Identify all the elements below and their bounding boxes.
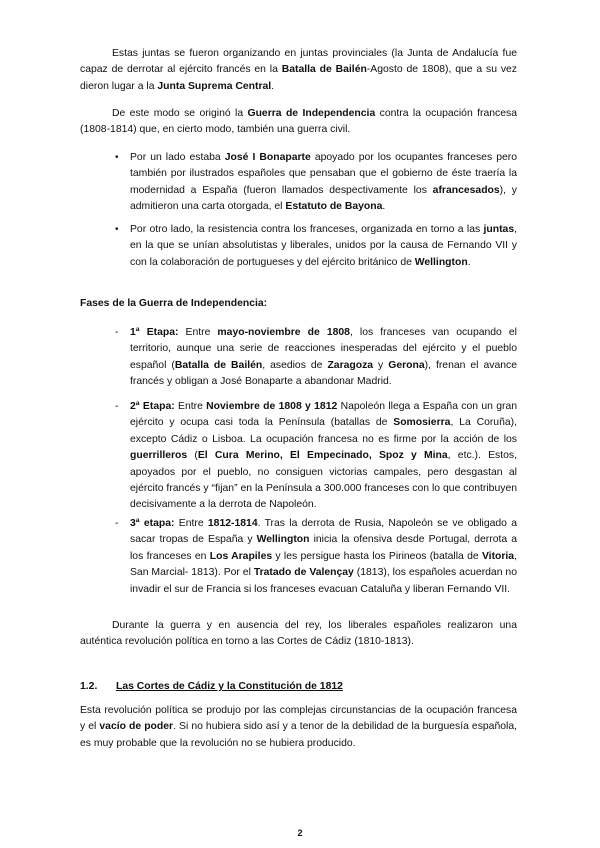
bullet-item-bonaparte: [115, 150, 517, 216]
dash-icon: -: [115, 401, 119, 412]
bullet-icon: •: [115, 152, 119, 163]
section-number: 1.2.: [80, 681, 98, 692]
dash-icon: -: [115, 518, 119, 529]
paragraph-juntas: Estas juntas se fueron organizando en juntas provinciales (la Junta de Andalucía fue capaz de derrotar al ejército francés en la Batalla de Bailén-Agosto de 1808), que a su vez dieron lugar a la Junta Suprema Central.: [80, 48, 517, 92]
section-title: Las Cortes de Cádiz y la Constitución de 1812: [116, 681, 343, 692]
phase-item-1: [115, 325, 517, 391]
section-subtitle-fases: Fases de la Guerra de Independencia:: [80, 298, 268, 309]
phase-text: 2ª Etapa: Entre Noviembre de 1808 y 1812 Napoleón llega a España con un gran ejército y ocupa casi toda la Península (batallas de Somosierra, La Coruña), excepto Cádiz o Lisboa. La ocupación francesa no es firme por la acción de los guerrilleros (El Cura Merino, El Empecinado, Spoz y Mina, etc.). Estos, apoyados por el pueblo, no consiguen victorias campales, pero desgastan al ejército francés y “fijan” en la Península a 300.000 franceses con lo que contribuyen decisivamente a la derrota de Napoleón.: [130, 401, 518, 511]
phase-item-2: [115, 399, 518, 514]
phase-text: 3ª etapa: Entre 1812-1814. Tras la derrota de Rusia, Napoleón se ve obligado a sacar tropas de España y Wellington inicia la ofensiva desde Portugal, derrota a los franceses en Los Arapiles y les persigue hasta los Pirineos (batalla de Vitoria, San Marcial- 1813). Por el Tratado de Valençay (1813), los españoles acuerdan no invadir el sur de Francia si los franceses evacuan Cataluña y liberan Fernando VII.: [130, 518, 518, 595]
paragraph-revolucion: Durante la guerra y en ausencia del rey, los liberales españoles realizaron una auténtica revolución política en torno a las Cortes de Cádiz (1810-1813).: [80, 620, 517, 648]
bullet-text: Por un lado estaba José I Bonaparte apoyado por los ocupantes franceses pero también por ilustrados españoles que pensaban que el gobierno de éste traería la modernidad a España (fueron llamados despectivamente los afrancesados), y admitieron una carta otorgada, el Estatuto de Bayona.: [130, 152, 517, 213]
paragraph-guerra-independencia: De este modo se originó la Guerra de Independencia contra la ocupación francesa (1808-1814) que, en cierto modo, también una guerra civil.: [80, 108, 517, 136]
phase-text: 1ª Etapa: Entre mayo-noviembre de 1808, los franceses van ocupando el territorio, aunque una serie de reacciones inesperadas del ejército y el pueblo español (Batalla de Bailén, asedios de Zaragoza y Gerona), frenan el avance francés y obligan a José Bonaparte a abandonar Madrid.: [130, 327, 517, 388]
bullet-icon: •: [115, 224, 119, 235]
phase-item-3: [115, 516, 518, 598]
dash-icon: -: [115, 327, 119, 338]
page-number: 2: [297, 828, 303, 838]
bullet-text: Por otro lado, la resistencia contra los franceses, organizada en torno a las juntas, en la que se unían absolutistas y liberales, unidos por la causa de Fernando VII y con la colaboración de portugueses y del ejército británico de Wellington.: [130, 224, 517, 268]
paragraph-vacio-poder: Esta revolución política se produjo por las complejas circunstancias de la ocupación francesa y el vacío de poder. Si no hubiera sido así y a tenor de la debilidad de la burguesía española, es muy probable que la revolución no se hubiera producido.: [80, 705, 517, 749]
section-heading: [80, 679, 343, 695]
bullet-item-resistencia: [115, 222, 517, 271]
